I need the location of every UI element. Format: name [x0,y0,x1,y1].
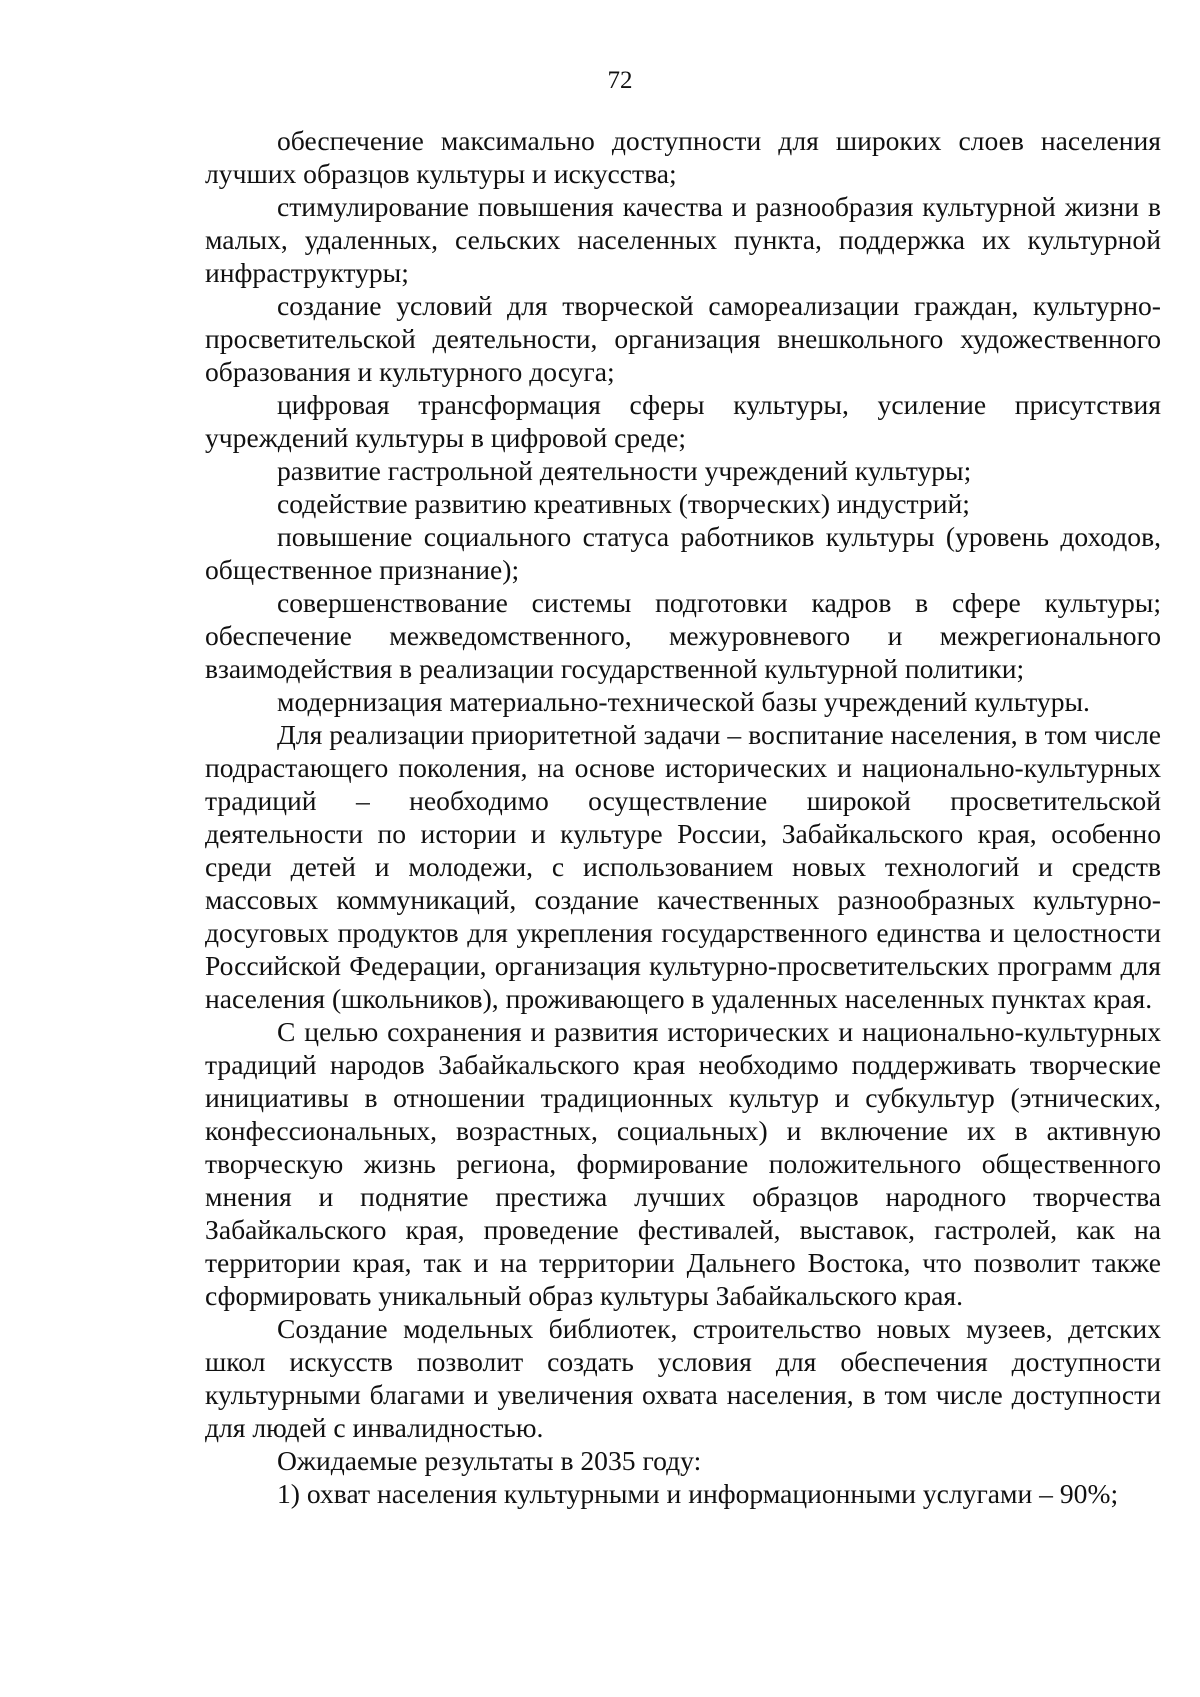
paragraph-10: Для реализации приоритетной задачи – воспитание населения, в том числе подрастающего поколения, на основе исторических и национально-культурных традиций – необходимо осуществление широкой просветительской деятельности по истории и культуре России, Забайкальского края, особенно среди детей и молодежи, с использованием новых технологий и средств массовых коммуникаций, создание качественных разнообразных культурно-досуговых продуктов для укрепления государственного единства и целостности Российской Федерации, организация культурно-просветительских программ для населения (школьников), проживающего в удаленных населенных пунктах края. [205,719,1161,1014]
page-number: 72 [607,67,633,94]
paragraph-12: Создание модельных библиотек, строительство новых музеев, детских школ искусств позволит создать условия для обеспечения доступности культурными благами и увеличения охвата населения, в том числе доступности для людей с инвалидностью. [205,1313,1161,1443]
paragraph-4: цифровая трансформация сферы культуры, усиление присутствия учреждений культуры в цифровой среде; [205,389,1161,453]
paragraph-9: модернизация материально-технической базы учреждений культуры. [277,686,1090,717]
paragraph-1: обеспечение максимально доступности для широких слоев населения лучших образцов культуры и искусства; [205,125,1161,189]
paragraph-11: С целью сохранения и развития исторических и национально-культурных традиций народов Забайкальского края необходимо поддерживать творческие инициативы в отношении традиционных культур и субкультур (этнических, конфессиональных, возрастных, социальных) и включение их в активную творческую жизнь региона, формирование положительного общественного мнения и поднятие престижа лучших образцов народного творчества Забайкальского края, проведение фестивалей, выставок, гастролей, как на территории края, так и на территории Дальнего Востока, что позволит также сформировать уникальный образ культуры Забайкальского края. [205,1016,1161,1311]
paragraph-6: содействие развитию креативных (творческих) индустрий; [277,488,970,519]
paragraph-5: развитие гастрольной деятельности учреждений культуры; [277,455,972,486]
paragraph-3: создание условий для творческой самореализации граждан, культурно-просветительской деятельности, организация внешкольного художественного образования и культурного досуга; [205,290,1161,387]
paragraph-2: стимулирование повышения качества и разнообразия культурной жизни в малых, удаленных, сельских населенных пункта, поддержка их культурной инфраструктуры; [205,191,1161,288]
paragraph-8: совершенствование системы подготовки кадров в сфере культуры; обеспечение межведомственного, межуровневого и межрегионального взаимодействия в реализации государственной культурной политики; [205,587,1161,684]
paragraph-7: повышение социального статуса работников культуры (уровень доходов, общественное признание); [205,521,1161,585]
paragraph-13: Ожидаемые результаты в 2035 году: [277,1445,702,1476]
paragraph-14: 1) охват населения культурными и информационными услугами – 90%; [277,1478,1119,1509]
document-body [205,124,1161,1510]
